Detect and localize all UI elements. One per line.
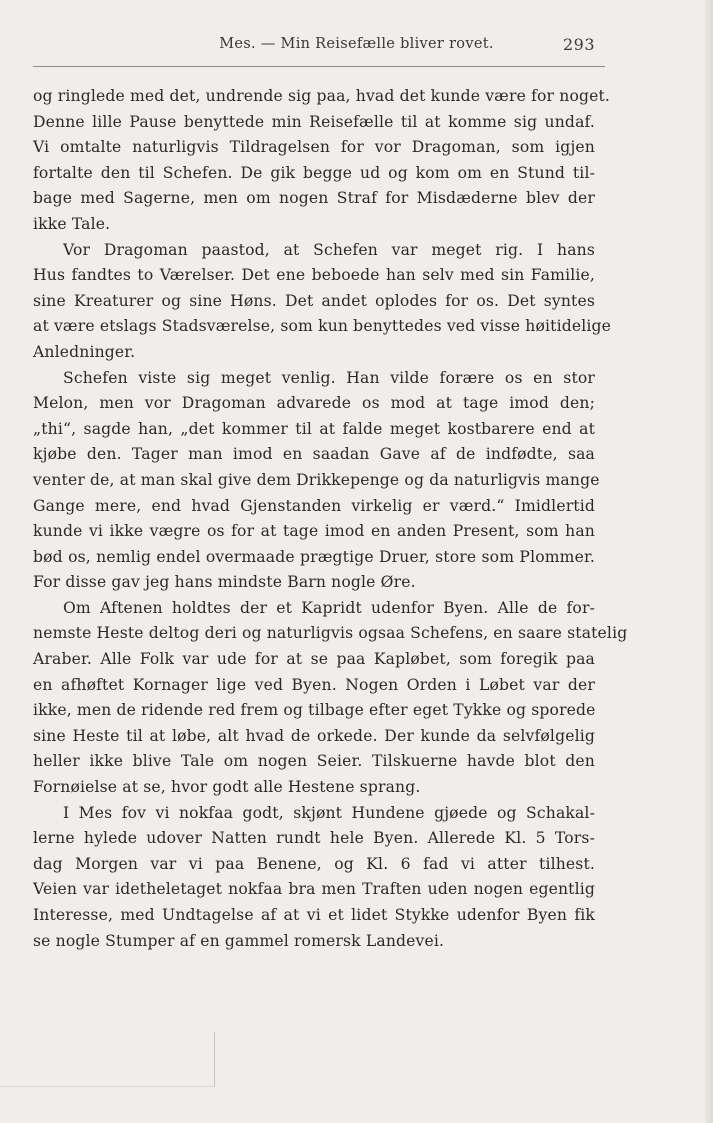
body-text — [33, 84, 628, 954]
page-edge — [705, 0, 713, 1123]
text-line: se nogle Stumper af en gammel romersk Landevei. — [33, 931, 445, 950]
text-line: Fornøielse at se, hvor godt alle Hestene sprang. — [33, 778, 421, 797]
text-line: dag Morgen var vi paa Benene, og Kl. 6 fad vi atter tilhest. — [33, 854, 595, 873]
text-line: Denne lille Pause benyttede min Reisefælle til at komme sig undaf. — [33, 112, 595, 131]
stamp-area — [0, 1032, 215, 1087]
text-line: sine Heste til at løbe, alt hvad de orkede. Der kunde da selvfølgelig — [33, 726, 595, 745]
running-head: Mes. — Min Reisefælle bliver rovet. — [219, 36, 494, 52]
text-line: heller ikke blive Tale om nogen Seier. Tilskuerne havde blot den — [33, 752, 595, 771]
text-line: kunde vi ikke vægre os for at tage imod en anden Present, som han — [33, 522, 595, 541]
text-line: nemste Heste deltog deri og naturligvis ogsaa Schefens, en saare statelig — [33, 624, 628, 643]
text-line: Araber. Alle Folk var ude for at se paa Kapløbet, som foregik paa — [33, 650, 595, 669]
text-line: For disse gav jeg hans mindste Barn nogle Øre. — [33, 573, 416, 592]
text-line: Vor Dragoman paastod, at Schefen var meget rig. I hans — [63, 240, 595, 259]
text-line: en afhøftet Kornager lige ved Byen. Nogen Orden i Løbet var der — [33, 675, 595, 694]
text-line: kjøbe den. Tager man imod en saadan Gave af de indfødte, saa — [33, 445, 595, 464]
text-line: Interesse, med Undtagelse af at vi et lidet Stykke udenfor Byen fik — [33, 906, 595, 924]
text-line: Veien var idetheletaget nokfaa bra men Traften uden nogen egentlig — [33, 880, 595, 899]
text-line: og ringlede med det, undrende sig paa, hvad det kunde være for noget. — [33, 87, 611, 105]
text-line: ikke, men de ridende red frem og tilbage efter eget Tykke og sporede — [33, 701, 596, 720]
text-line: Anledninger. — [33, 342, 136, 361]
text-line: Om Aftenen holdtes der et Kapridt udenfor Byen. Alle de for- — [63, 598, 595, 617]
text-line: ikke Tale. — [33, 214, 111, 233]
page-header — [0, 36, 713, 60]
text-line: Vi omtalte naturligvis Tildragelsen for vor Dragoman, som igjen — [33, 138, 595, 157]
text-line: venter de, at man skal give dem Drikkepenge og da naturligvis mange — [33, 470, 600, 489]
text-line: fortalte den til Schefen. De gik begge ud og kom om en Stund til- — [33, 163, 595, 182]
page-number: 293 — [562, 35, 595, 54]
text-line: Melon, men vor Dragoman advarede os mod at tage imod den; — [33, 394, 595, 413]
text-line: Gange mere, end hvad Gjenstanden virkelig er værd.“ Imidlertid — [33, 496, 595, 515]
text-line: lerne hylede udover Natten rundt hele Byen. Allerede Kl. 5 Tors- — [33, 829, 595, 848]
text-line: Schefen viste sig meget venlig. Han vilde forære os en stor — [63, 368, 595, 387]
text-line: „thi“, sagde han, „det kommer til at falde meget kostbarere end at — [33, 419, 595, 438]
text-line: Hus fandtes to Værelser. Det ene beboede han selv med sin Familie, — [33, 266, 595, 285]
text-line: bød os, nemlig endel overmaade prægtige Druer, store som Plommer. — [33, 547, 595, 566]
text-line: at være etslags Stadsværelse, som kun benyttedes ved visse høitidelige — [33, 317, 612, 336]
text-line: I Mes fov vi nokfaa godt, skjønt Hundene gjøede og Schakal- — [63, 803, 595, 822]
header-rule — [33, 66, 605, 67]
text-line: bage med Sagerne, men om nogen Straf for Misdæderne blev der — [33, 189, 595, 208]
text-line: sine Kreaturer og sine Høns. Det andet oplodes for os. Det syntes — [33, 291, 595, 310]
